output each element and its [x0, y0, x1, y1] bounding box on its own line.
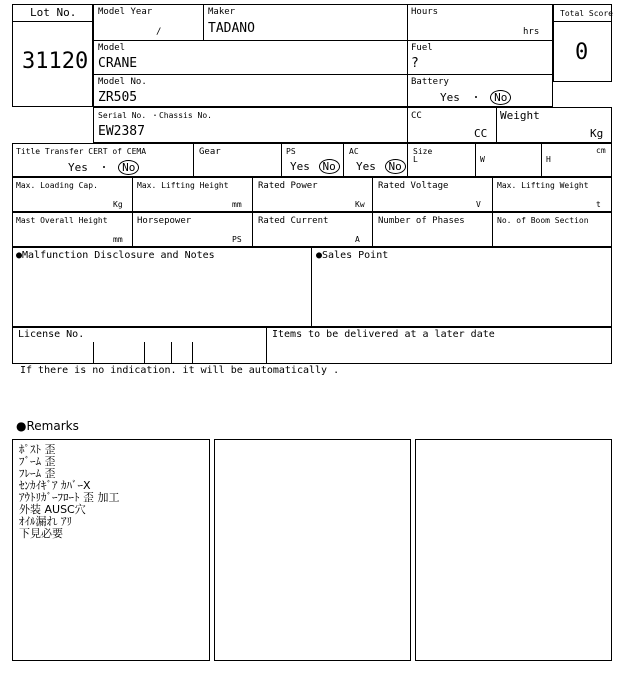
remarks-box-3: [415, 439, 612, 661]
remark-line: ｱｳﾄﾘｶﾞｰﾌﾛｰﾄ 歪 加工: [19, 491, 120, 504]
rated-voltage-label: Rated Voltage: [378, 181, 449, 191]
total-score-label: Total Score: [560, 9, 613, 18]
battery-yes: Yes: [440, 91, 460, 104]
remarks-box-2: [214, 439, 411, 661]
maker-label: Maker: [208, 7, 236, 17]
rated-power-label: Rated Power: [258, 181, 318, 191]
ps-label: PS: [286, 147, 296, 156]
serial-value: EW2387: [98, 124, 145, 139]
fuel-value: ?: [411, 56, 419, 71]
battery-no-circled: No: [490, 90, 511, 105]
grid-divider: [311, 247, 312, 327]
size-l: L: [413, 155, 418, 164]
fuel-label: Fuel: [411, 43, 433, 53]
max-lifting-weight-unit: t: [596, 200, 601, 209]
auto-note: If there is no indication. it will be automatically .: [20, 365, 340, 376]
grid-divider: [193, 143, 194, 177]
ac-yes: Yes: [356, 160, 376, 173]
size-label: Size: [413, 147, 433, 156]
grid-divider: [407, 107, 408, 143]
ps-yes: Yes: [290, 160, 310, 173]
grid-divider: [281, 143, 282, 177]
weight-unit: Kg: [590, 127, 604, 140]
total-score-divider: [553, 21, 612, 22]
grid-divider: [407, 143, 408, 177]
rated-voltage-unit: V: [476, 200, 481, 209]
license-digit-divider: [144, 342, 145, 364]
max-loading-unit: Kg: [113, 200, 123, 209]
ps-choice: [290, 159, 340, 174]
remark-line: ﾌﾚｰﾑ 歪: [19, 467, 56, 480]
size-unit: cm: [596, 146, 606, 155]
later-items-label: Items to be delivered at a later date: [272, 329, 495, 340]
hours-label: Hours: [411, 7, 439, 17]
battery-choice: [440, 89, 511, 105]
model-no-label: Model No.: [98, 77, 147, 87]
license-digit-divider: [192, 342, 193, 364]
phases-label: Number of Phases: [378, 216, 465, 226]
lot-number: 31120: [22, 49, 89, 74]
ac-choice: [356, 159, 406, 174]
max-lifting-height-label: Max. Lifting Height: [137, 181, 229, 190]
title-transfer-label: Title Transfer CERT of CEMA: [16, 147, 147, 156]
remark-line: ﾎﾟｽﾄ 歪: [19, 443, 56, 456]
serial-label: Serial No. ・Chassis No.: [98, 111, 212, 120]
maker-value: TADANO: [208, 21, 255, 36]
max-lifting-weight-label: Max. Lifting Weight: [497, 181, 589, 190]
lot-divider: [12, 21, 93, 22]
title-yes: Yes: [68, 161, 88, 174]
model-year-sep: /: [156, 27, 162, 37]
license-digit-divider: [93, 342, 94, 364]
ac-no-circled: No: [385, 159, 406, 174]
cc-label: CC: [411, 111, 422, 121]
remark-line: 外装 AUSC穴: [19, 503, 86, 516]
model-label: Model: [98, 43, 126, 53]
title-transfer-choice: [68, 159, 139, 175]
grid-divider: [407, 4, 408, 107]
grid-divider: [266, 327, 267, 364]
grid-divider: [541, 143, 542, 177]
weight-label: Weight: [500, 109, 540, 122]
ac-label: AC: [349, 147, 359, 156]
license-label: License No.: [18, 329, 85, 340]
lot-label: Lot No.: [30, 6, 77, 19]
gear-label: Gear: [199, 147, 221, 157]
remark-line: ｵｲﾙ漏れ ｱﾘ: [19, 515, 72, 528]
ps-no-circled: No: [319, 159, 340, 174]
total-score-value: 0: [575, 40, 589, 65]
mast-height-label: Mast Overall Height: [16, 216, 108, 225]
remark-line: ｾﾝｶｲｷﾞｱ ｶﾊﾞｰX: [19, 479, 91, 492]
cc-unit: CC: [474, 127, 488, 140]
remark-line: 下見必要: [19, 527, 63, 540]
remark-line: ﾌﾞｰﾑ 歪: [19, 455, 56, 468]
hours-unit: hrs: [523, 27, 540, 37]
horsepower-unit: PS: [232, 235, 242, 244]
rated-power-unit: Kw: [355, 200, 365, 209]
title-no-circled: No: [118, 160, 139, 175]
license-digit-divider: [171, 342, 172, 364]
malfunction-label: ●Malfunction Disclosure and Notes: [16, 250, 215, 261]
size-h: H: [546, 155, 551, 164]
size-w: W: [480, 155, 485, 164]
grid-divider: [475, 143, 476, 177]
title-dot: ・: [98, 161, 110, 174]
rated-current-unit: A: [355, 235, 360, 244]
grid-divider: [93, 40, 553, 41]
model-no-value: ZR505: [98, 90, 138, 105]
grid-divider: [93, 74, 553, 75]
max-lifting-height-unit: mm: [232, 200, 242, 209]
remarks-list: [19, 444, 120, 540]
sales-point-label: ●Sales Point: [316, 250, 389, 261]
boom-sections-label: No. of Boom Section: [497, 216, 589, 225]
battery-label: Battery: [411, 77, 449, 87]
grid-divider: [343, 143, 344, 177]
grid-divider: [203, 4, 204, 40]
battery-dot: ・: [470, 91, 482, 104]
grid-divider: [496, 107, 497, 143]
model-value: CRANE: [98, 56, 138, 71]
rated-current-label: Rated Current: [258, 216, 329, 226]
horsepower-label: Horsepower: [137, 216, 192, 226]
mast-height-unit: mm: [113, 235, 123, 244]
model-year-label: Model Year: [98, 7, 153, 17]
remarks-label: ●Remarks: [16, 419, 79, 433]
max-loading-label: Max. Loading Cap.: [16, 181, 98, 190]
